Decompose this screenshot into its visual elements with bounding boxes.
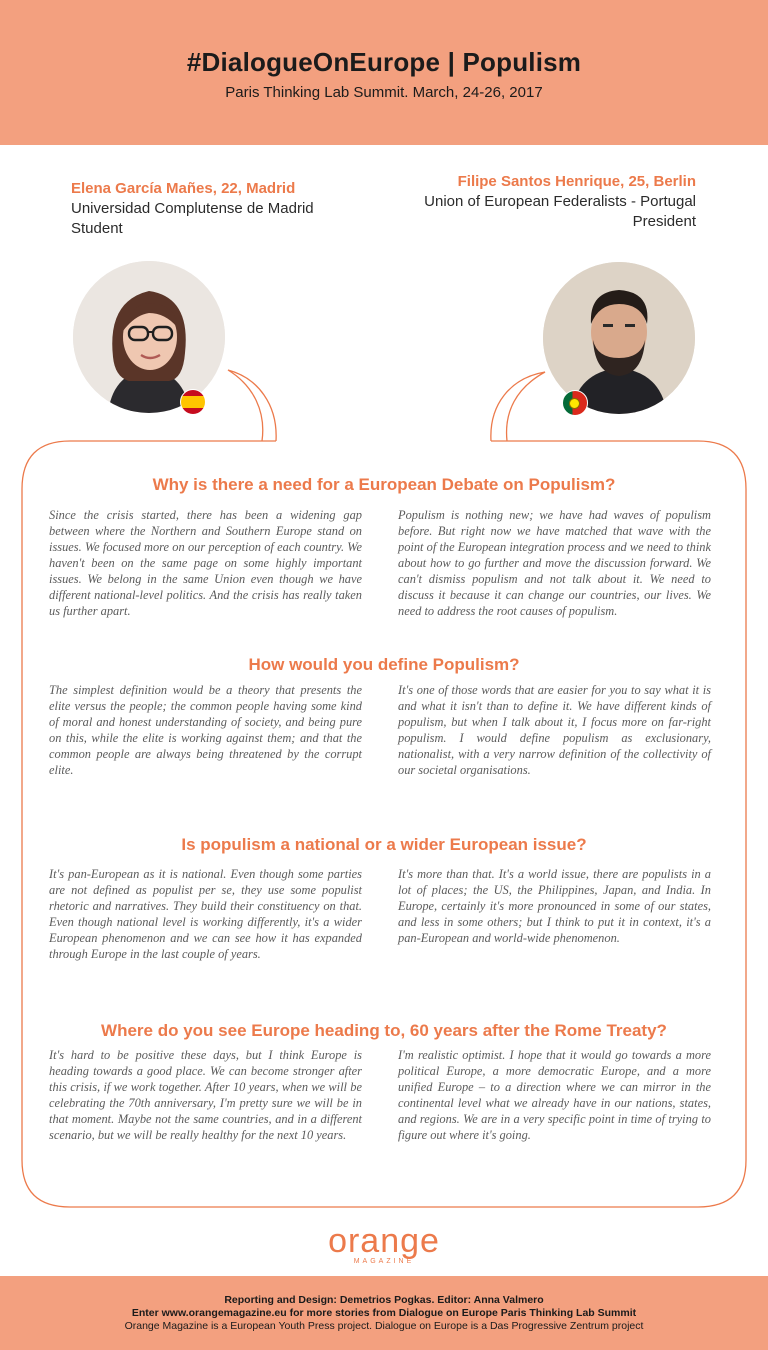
- answer-3-elena: It's pan-European as it is national. Even though some parties are not defined as populist per se, they use some populist rhetoric and narratives. They build their constituency on that. Even though national level is working differently, it's a wider European phenomenon and we can see how it has expanded through Europe in the last couple of years.: [49, 867, 362, 961]
- logo-subtitle: MAGAZINE: [353, 1258, 415, 1265]
- person-left-affiliation: Universidad Complutense de Madrid: [71, 200, 314, 217]
- footer-band: [0, 1276, 768, 1350]
- answer-4-elena: It's hard to be positive these days, but I think Europe is heading towards a good place. We can become stronger after this crisis, if we work together. After 10 years, when we will be celebrating the 70th anniversary, I'm pretty sure we will be in that moment. Maybe not the same countries, and in a different scenario, but we will be really healthy for the next 10 years.: [49, 1048, 362, 1142]
- answer-1-filipe: Populism is nothing new; we have had waves of populism before. But right now we have matched that wave with the point of the European integration process and we need to think about how to go further and move the discussion forward. We can't dismiss populism and not talk about it. We need to discuss it because it can change our countries, our lives. We need to address the root causes of populism.: [398, 508, 711, 618]
- person-right-affiliation: Union of European Federalists - Portugal: [424, 193, 696, 210]
- question-4: Where do you see Europe heading to, 60 years after the Rome Treaty?: [101, 1021, 667, 1040]
- question-1: Why is there a need for a European Debate on Populism?: [152, 475, 616, 494]
- answer-2-elena: The simplest definition would be a theory that presents the elite versus the people; the common people having some kind of moral and honest understanding of society, and being pure on this, while the elite is working against them; and that the common people are always being threatened by the corrupt elite.: [49, 683, 362, 777]
- orange-magazine-logo[interactable]: [0, 1222, 768, 1265]
- footer-link-text[interactable]: Enter www.orangemagazine.eu for more stories from Dialogue on Europe Paris Thinking Lab Summit: [131, 1307, 637, 1319]
- footer-note: Orange Magazine is a European Youth Press project. Dialogue on Europe is a Das Progressive Zentrum project: [124, 1320, 644, 1332]
- spain-flag-icon: [180, 389, 206, 415]
- portrait-filipe-icon: [543, 262, 695, 414]
- person-left-role: Student: [71, 220, 123, 237]
- footer-credits: Reporting and Design: Demetrios Pogkas. Editor: Anna Valmero: [224, 1294, 544, 1306]
- answer-2-filipe: It's one of those words that are easier for you to say what it is and what it isn't than to define it. We have different kinds of populism, but when I talk about it, I focus more on far-right populism. I would define populism as exclusionary, nationalist, with a very narrow definition of the collectivity of our societal organisations.: [398, 683, 711, 777]
- portugal-flag-icon: [562, 390, 588, 416]
- logo-word: orange: [328, 1222, 440, 1260]
- person-left-name: Elena García Mañes, 22, Madrid: [71, 180, 296, 197]
- answer-4-filipe: I'm realistic optimist. I hope that it would go towards a more political Europe, a more democratic Europe, and a more unified Europe – to a direction where we can mirror in the continental level what we already have in our nations, states, and regions. We are in a very specific point in time of trying to figure out where it's going.: [398, 1048, 711, 1142]
- avatar-elena: [73, 261, 225, 413]
- avatar-filipe: [543, 262, 695, 414]
- person-right-role: President: [632, 213, 696, 230]
- question-2: How would you define Populism?: [248, 655, 520, 674]
- page-title: #DialogueOnEurope | Populism: [186, 47, 582, 77]
- answer-3-filipe: It's more than that. It's a world issue, there are populists in a lot of places; the US, the Philippines, Japan, and India. In Europe, certainly it's more pronounced in some of our states, and less in some others; but I think to put it in context, it's a pan-European and world-wide phenomenon.: [398, 867, 711, 945]
- question-3: Is populism a national or a wider European issue?: [181, 835, 587, 854]
- page-subtitle: Paris Thinking Lab Summit. March, 24-26, 2017: [225, 84, 543, 101]
- answer-1-elena: Since the crisis started, there has been a widening gap between where the Northern and Southern Europe stand on issues. We focused more on our perception of each country. We haven't been on the same page on some highly important issues. We belong in the same Union even though we have different national-level politics. And the crisis has really taken us further apart.: [49, 508, 362, 618]
- portrait-elena-icon: [73, 261, 225, 413]
- person-right-name: Filipe Santos Henrique, 25, Berlin: [457, 173, 696, 190]
